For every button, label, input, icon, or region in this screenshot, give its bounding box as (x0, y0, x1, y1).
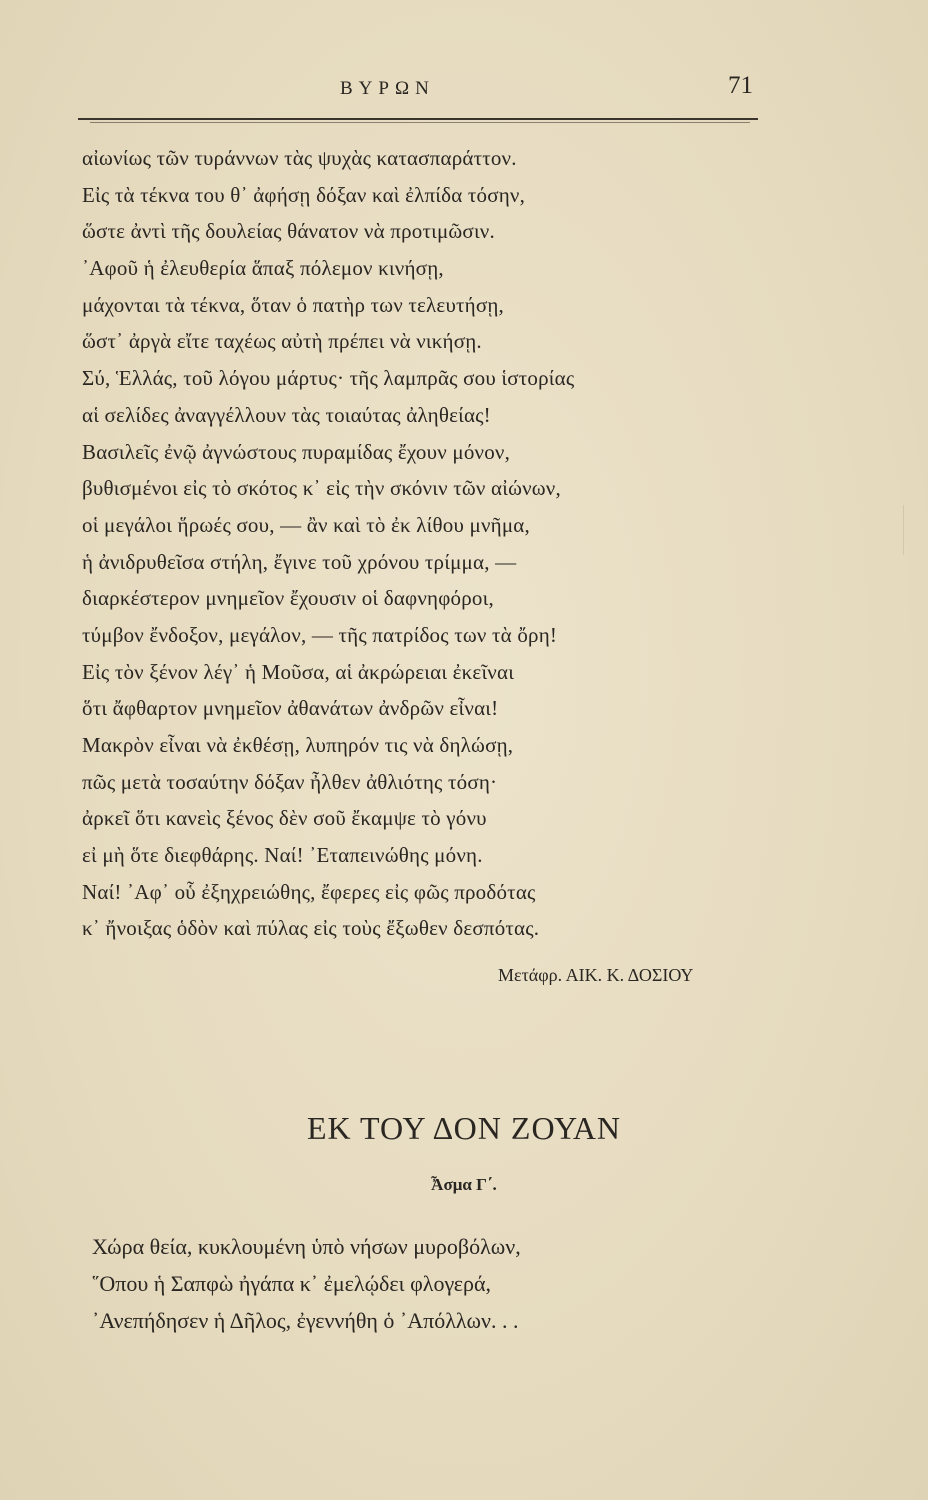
poem-line: βυθισμένοι εἰς τὸ σκότος κ᾽ εἰς τὴν σκόνιν τῶν αἰώνων, (82, 476, 561, 501)
page-edge-mark (903, 505, 928, 555)
poem-line: Σύ, Ἑλλάς, τοῦ λόγου μάρτυς· τῆς λαμπρᾶς σου ἱστορίας (82, 366, 575, 391)
poem-line: Βασιλεῖς ἐνῷ ἀγνώστους πυραμίδας ἔχουν μόνον, (82, 439, 511, 464)
poem-line: Εἰς τὰ τέκνα του θ᾽ ἀφήσῃ δόξαν καὶ ἐλπίδα τόσην, (82, 182, 526, 207)
poem-line: ἡ ἀνιδρυθεῖσα στήλη, ἔγινε τοῦ χρόνου τρίμμα, — (82, 549, 517, 574)
poem-line: διαρκέστερον μνημεῖον ἔχουσιν οἱ δαφνηφόροι, (82, 586, 494, 611)
poem-line: αἱ σελίδες ἀναγγέλλουν τὰς τοιαύτας ἀληθείας! (82, 402, 491, 427)
poem-line: ὅτι ἄφθαρτον μνημεῖον ἀθανάτων ἀνδρῶν εἶναι! (82, 696, 499, 721)
poem-line: οἱ μεγάλοι ἥρωές σου, — ἂν καὶ τὸ ἐκ λίθου μνῆμα, (82, 512, 530, 537)
excerpt-line: Χώρα θεία, κυκλουμένη ὑπὸ νήσων μυροβόλων, (92, 1234, 521, 1259)
excerpt-line: ῞Οπου ἡ Σαπφὼ ἠγάπα κ᾽ ἐμελῴδει φλογερά, (92, 1271, 492, 1296)
excerpt-line: ᾿Ανεπήδησεν ἡ Δῆλος, ἐγεννήθη ὁ ᾿Απόλλων. . . (92, 1308, 519, 1333)
poem-line: ὥστ᾽ ἀργὰ εἴτε ταχέως αὐτὴ πρέπει νὰ νικήσῃ. (82, 329, 482, 354)
poem-line: Μακρὸν εἶναι νὰ ἐκθέσῃ, λυπηρόν τις νὰ δηλώσῃ, (82, 733, 514, 757)
poem-line: Εἰς τὸν ξένον λέγ᾽ ἡ Μοῦσα, αἱ ἀκρώρειαι ἐκεῖναι (82, 659, 515, 684)
page-number: 71 (728, 72, 753, 99)
poem-line: Ναί! ᾿Αφ᾽ οὗ ἐξηχρειώθης, ἔφερες εἰς φῶς προδότας (82, 879, 536, 904)
poem-line: μάχονται τὰ τέκνα, ὅταν ὁ πατὴρ των τελευτήσῃ, (82, 292, 505, 317)
running-head: ΒΥΡΩΝ (340, 78, 435, 99)
poem-line: ὥστε ἀντὶ τῆς δουλείας θάνατον νὰ προτιμῶσιν. (82, 219, 495, 244)
translator-credit: Μετάφρ. ΑΙΚ. Κ. ΔΟΣΙΟΥ (498, 965, 694, 985)
canto-heading: Ἆσμα Γ΄. (431, 1175, 497, 1194)
poem-body (82, 140, 762, 947)
poem-line: ᾿Αφοῦ ἡ ἐλευθερία ἅπαξ πόλεμον κινήσῃ, (82, 256, 444, 281)
poem-line: ἀρκεῖ ὅτι κανεὶς ξένος δὲν σοῦ ἔκαμψε τὸ γόνυ (82, 806, 487, 831)
poem-line: κ᾽ ἤνοιξας ὁδὸν καὶ πύλας εἰς τοὺς ἔξωθεν δεσπότας. (82, 916, 540, 941)
excerpt-body (92, 1228, 521, 1339)
poem-line: εἰ μὴ ὅτε διεφθάρης. Ναί! ᾿Εταπεινώθης μόνη. (82, 843, 483, 868)
header-rule (78, 118, 758, 120)
poem-line: πῶς μετὰ τοσαύτην δόξαν ἦλθεν ἀθλιότης τόση· (82, 769, 498, 794)
poem-line: τύμβον ἔνδοξον, μεγάλον, — τῆς πατρίδος των τὰ ὄρη! (82, 622, 558, 647)
poem-line: αἰωνίως τῶν τυράννων τὰς ψυχὰς κατασπαράττον. (82, 146, 517, 170)
header-rule-thin (90, 122, 750, 123)
section-title: ΕΚ ΤΟΥ ΔΟΝ ΖΟΥΑΝ (306, 1110, 622, 1146)
